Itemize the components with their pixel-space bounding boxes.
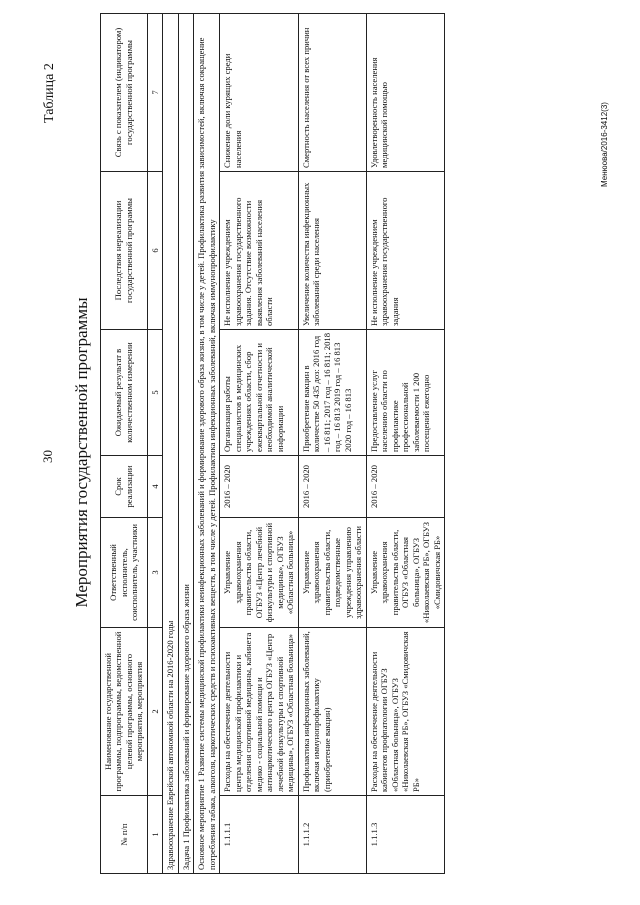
measure-name: Профилактика инфекционных заболеваний, включая иммунопрофилактику (приобретение вакцин) (298, 628, 366, 796)
document-title: Мероприятия государственной программы (72, 297, 91, 608)
col-header-num: № п/п (101, 796, 148, 874)
row-number: 1.1.1.2 (298, 796, 366, 874)
measure-name: Расходы на обеспечение деятельности центра медицинской профилактики и отделения спортивной медицины, кабинета медико - социальной помощи и антинаркотического центра ОГБУЗ «Центр лечебной физкультуры и спортивной медицины», ОГБУЗ «Областная больница» (220, 628, 298, 796)
row-number: 1.1.1.3 (366, 796, 444, 874)
indicator-link: Снижение доли курящих среди населения (220, 14, 298, 172)
indicator-link: Смертность населения от всех причин (298, 14, 366, 172)
table-row (366, 14, 444, 874)
header-row (101, 14, 148, 874)
executor: Управление здравоохранения правительства области, подведомственные учреждения управлению здравоохранения области (298, 518, 366, 628)
consequences: Не исполнение учреждением здравоохранения государственного задания. Отсутствие возможности выявления заболеваний населения области (220, 172, 298, 330)
col-header-name: Наименование государственной программы, подпрограммы, ведомственной целевой программы, основного мероприятия, мероприятия (101, 628, 148, 796)
col-number: 3 (147, 518, 162, 628)
col-header-consequences: Последствия нереализации государственной программы (101, 172, 148, 330)
col-number: 5 (147, 330, 162, 456)
program-title: Здравоохранение Еврейской автономной области на 2016-2020 годы (163, 14, 178, 874)
main-measure-title: Основное мероприятие 1 Развитие системы медицинской профилактики неинфекционных заболеваний и формирование здорового образа жизни, в том числе у детей. Профилактика развития зависимостей, включая сокращение потребления табака, алкоголя, наркотических средств и психоактивных веществ, в том числе у детей. Профилактика инфекционных заболеваний, включая иммунопрофилактику (194, 14, 220, 874)
period: 2016 – 2020 (366, 456, 444, 518)
col-header-executor: Ответственный исполнитель, соисполнитель, участники (101, 518, 148, 628)
expected-result: Предоставление услуг населению области по профилактике профессиональной заболеваемости 1 200 посещений ежегодно (366, 330, 444, 456)
indicator-link: Удовлетворенность населения медицинской помощью (366, 14, 444, 172)
col-number: 6 (147, 172, 162, 330)
executor: Управление здравоохранения правительства области, ОГБУЗ «Областная больница», ОГБУЗ «Николаевская РБ», ОГБУЗ «Смидовичская РБ» (366, 518, 444, 628)
col-number: 4 (147, 456, 162, 518)
col-header-result: Ожидаемый результат в количественном измерении (101, 330, 148, 456)
task-row (178, 14, 193, 874)
col-header-period: Срок реализации (101, 456, 148, 518)
expected-result: Организация работы специалистов в медицинских учреждениях области, сбор ежеквартальной отчетности и необходимой аналитической информации (220, 330, 298, 456)
consequences: Не исполнение учреждением здравоохранения государственного задания (366, 172, 444, 330)
period: 2016 – 2020 (298, 456, 366, 518)
expected-result: Приобретение вакцин в количестве 50 435 доз: 2016 год – 16 811; 2017 год – 16 811; 2018 год – 16 813 2019 год – 16 813 2020 год – 16 813 (298, 330, 366, 456)
row-number: 1.1.1.1 (220, 796, 298, 874)
executor: Управление здравоохранения правительства области, ОГБУЗ «Центр лечебной физкультуры и спортивной медицины», ОГБУЗ «Областная больница» (220, 518, 298, 628)
period: 2016 – 2020 (220, 456, 298, 518)
column-numbers-row (147, 14, 162, 874)
col-number: 2 (147, 628, 162, 796)
main-measure-row (194, 14, 220, 874)
measures-table (100, 13, 445, 874)
table-label: Таблица 2 (42, 63, 57, 123)
footer-code: Менюова/2016-3412(3) (600, 102, 609, 187)
consequences: Увеличение количества инфекционных заболеваний среди населения (298, 172, 366, 330)
table-row (220, 14, 298, 874)
measure-name: Расходы на обеспечение деятельности кабинетов профпатологии ОГБУЗ «Областная больница», ОГБУЗ «Николаевская РБ», ОГБУЗ «Смидовичская РБ» (366, 628, 444, 796)
col-number: 7 (147, 14, 162, 172)
table-row (298, 14, 366, 874)
col-header-link: Связь с показателем (индикатором) государственной программы (101, 14, 148, 172)
program-row (163, 14, 178, 874)
task-title: Задача 1 Профилактика заболеваний и формирование здорового образа жизни (178, 14, 193, 874)
col-number: 1 (147, 796, 162, 874)
page-number: 30 (40, 450, 55, 463)
